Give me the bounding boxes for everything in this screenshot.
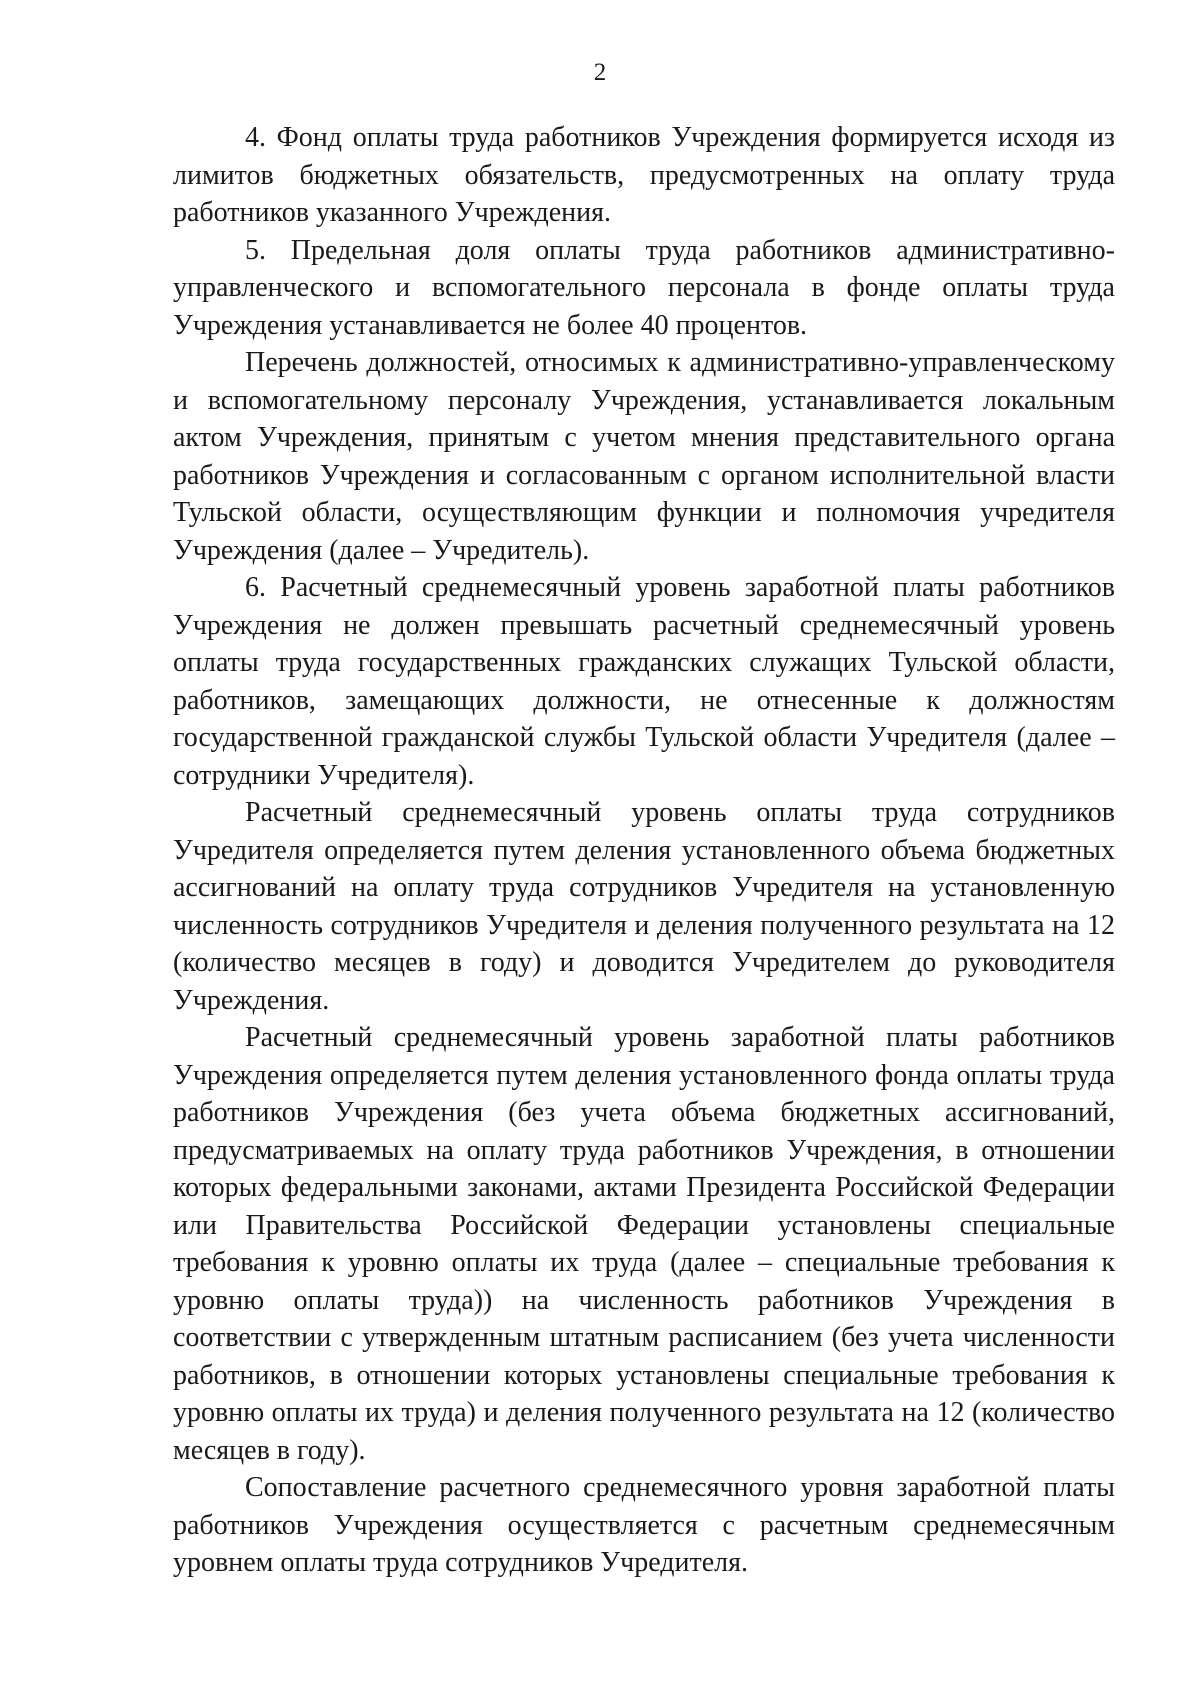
paragraph-positions-list: Перечень должностей, относимых к административно-управленческому и вспомогательному персоналу Учреждения, устанавливается локальным актом Учреждения, принятым с учетом мнения представительного органа работников Учреждения и согласованным с органом исполнительной власти Тульской области, осуществляющим функции и полномочия учредителя Учреждения (далее – Учредитель).: [173, 347, 1115, 566]
paragraph-item-5: 5. Предельная доля оплаты труда работников административно-управленческого и вспомогательного персонала в фонде оплаты труда Учреждения устанавливается не более 40 процентов.: [173, 234, 1115, 341]
document-body: [173, 119, 1115, 1582]
paragraph-item-4: 4. Фонд оплаты труда работников Учреждения формируется исходя из лимитов бюджетных обязательств, предусмотренных на оплату труда работников указанного Учреждения.: [173, 122, 1115, 228]
paragraph-founder-staff-level: Расчетный среднемесячный уровень оплаты труда сотрудников Учредителя определяется путем деления установленного объема бюджетных ассигнований на оплату труда сотрудников Учредителя на установленную численность сотрудников Учредителя и деления полученного результата на 12 (количество месяцев в году) и доводится Учредителем до руководителя Учреждения.: [173, 797, 1115, 1016]
paragraph-institution-wage-level: Расчетный среднемесячный уровень заработной платы работников Учреждения определяется путем деления установленного фонда оплаты труда работников Учреждения (без учета объема бюджетных ассигнований, предусматриваемых на оплату труда работников Учреждения, в отношении которых федеральными законами, актами Президента Российской Федерации или Правительства Российской Федерации установлены специальные требования к уровню оплаты их труда (далее – специальные требования к уровню оплаты труда)) на численность работников Учреждения в соответствии с утвержденным штатным расписанием (без учета численности работников, в отношении которых установлены специальные требования к уровню оплаты их труда) и деления полученного результата на 12 (количество месяцев в году).: [173, 1022, 1115, 1466]
paragraph-item-6: 6. Расчетный среднемесячный уровень заработной платы работников Учреждения не должен превышать расчетный среднемесячный уровень оплаты труда государственных гражданских служащих Тульской области, работников, замещающих должности, не отнесенные к должностям государственной гражданской службы Тульской области Учредителя (далее – сотрудники Учредителя).: [173, 572, 1115, 791]
page-number: 2: [593, 59, 607, 86]
paragraph-comparison: Сопоставление расчетного среднемесячного уровня заработной платы работников Учреждения осуществляется с расчетным среднемесячным уровнем оплаты труда сотрудников Учредителя.: [173, 1472, 1115, 1578]
